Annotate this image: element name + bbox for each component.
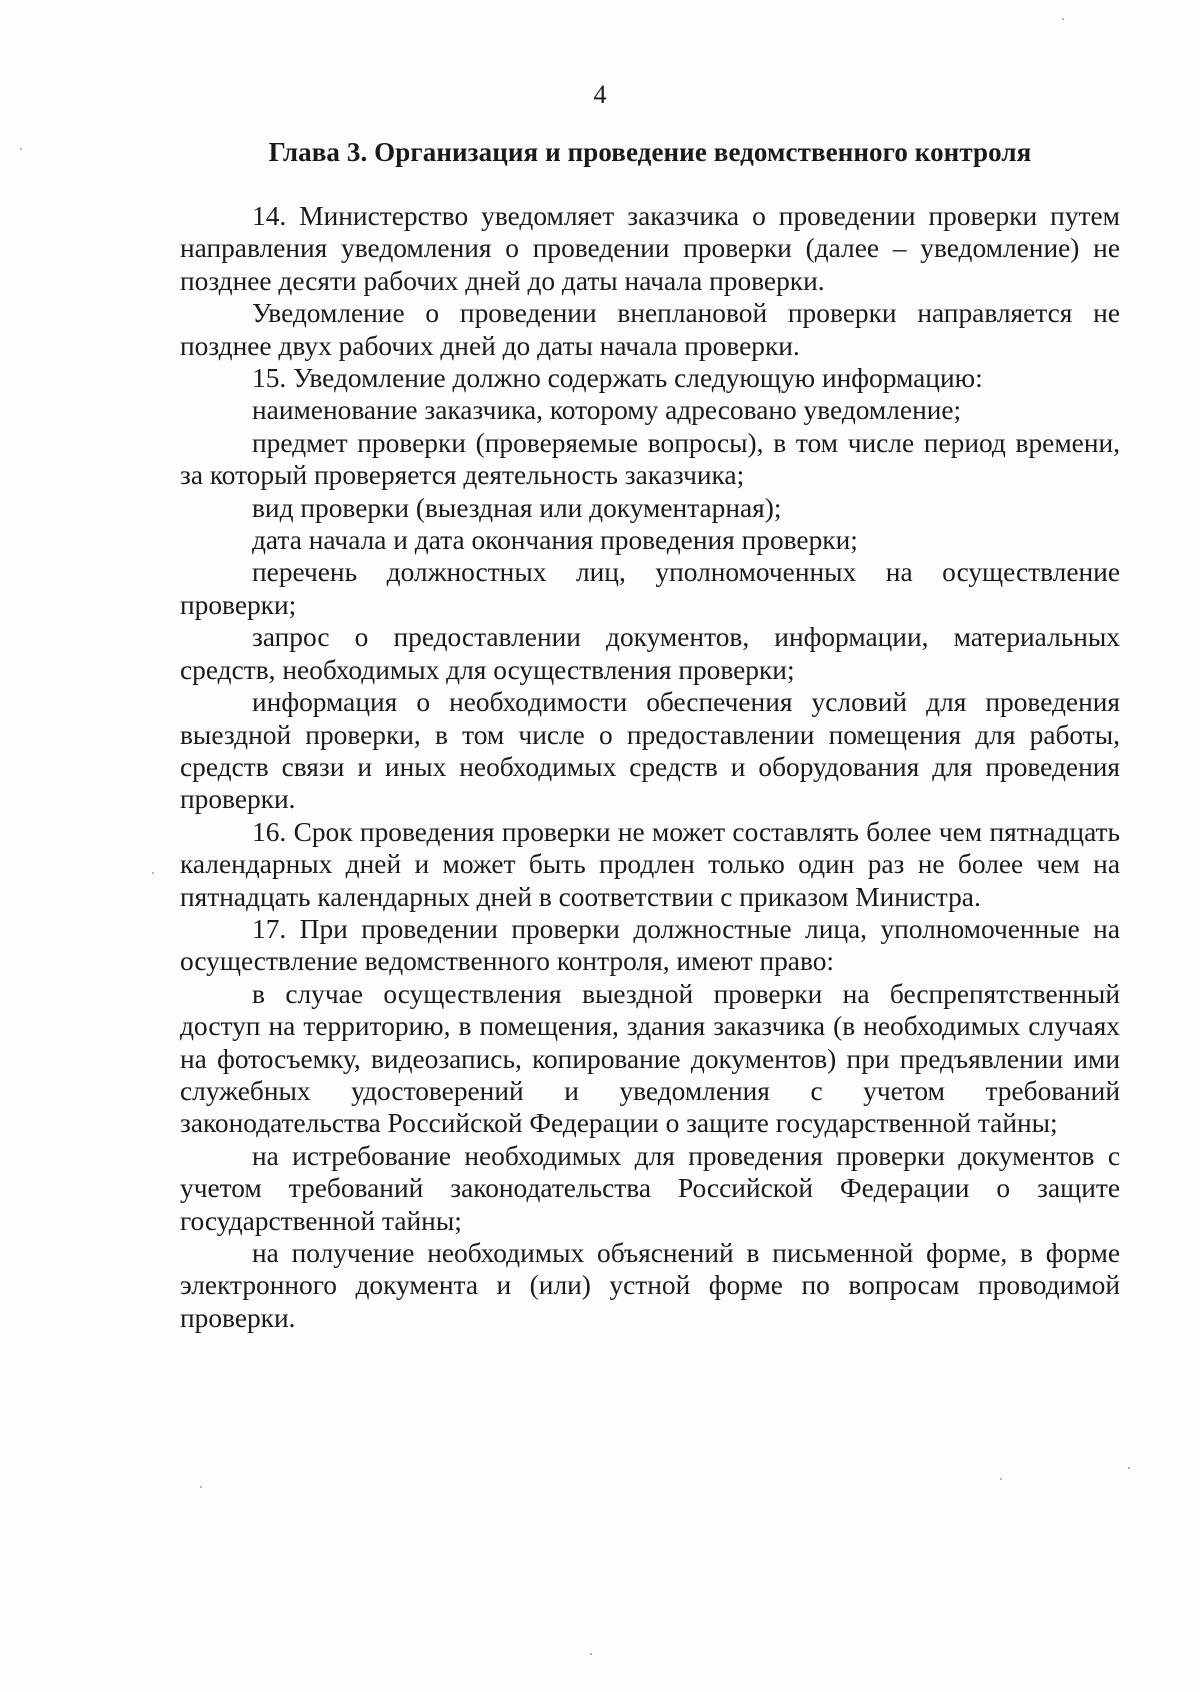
list-item-type: вид проверки (выездная или документарная); [252,492,782,523]
scan-speck [1062,18,1064,20]
right-explanations: на получение необходимых объяснений в письменной форме, в форме электронного документа и (или) устной форме по вопросам проводимой проверки. [180,1238,1120,1333]
paragraph-14: 14. Министерство уведомляет заказчика о проведении проверки путем направления уведомления о проведении проверки (далее – уведомление) не позднее десяти рабочих дней до даты начала проверки. [180,201,1120,296]
body-text [180,200,1120,1334]
scan-speck [200,1486,202,1488]
chapter-title: Глава 3. Организация и проведение ведомственного контроля [268,137,1032,167]
paragraph-15: 15. Уведомление должно содержать следующую информацию: [252,363,983,394]
scan-speck [1128,1467,1130,1469]
list-item-request: запрос о предоставлении документов, информации, материальных средств, необходимых для осуществления проверки; [180,622,1120,685]
list-item-conditions: информация о необходимости обеспечения условий для проведения выездной проверки, в том числе о предоставлении помещения для работы, средств связи и иных необходимых средств и оборудования для проведения проверки. [180,687,1120,815]
paragraph-16: 16. Срок проведения проверки не может составлять более чем пятнадцать календарных дней и может быть продлен только один раз не более чем на пятнадцать календарных дней в соответствии с приказом Министра. [180,816,1120,912]
scan-speck [20,148,22,150]
list-item-officials: перечень должностных лиц, уполномоченных на осуществление проверки; [180,557,1120,620]
right-access: в случае осуществления выездной проверки на беспрепятственный доступ на территорию, в помещения, здания заказчика (в необходимых случаях на фотосъемку, видеозапись, копирование документов) при предъявлении ими служебных удостоверений и уведомления с учетом требований законодательства Российской Федерации о защите государственной тайны; [180,978,1120,1139]
list-item-subject: предмет проверки (проверяемые вопросы), в том числе период времени, за который проверяется деятельность заказчика; [180,427,1120,491]
scan-speck [590,1653,592,1655]
paragraph-unscheduled-notice: Уведомление о проведении внеплановой проверки направляется не позднее двух рабочих дней до даты начала проверки. [180,298,1120,361]
page-number: 4 [593,80,607,109]
list-item-dates: дата начала и дата окончания проведения проверки; [252,525,858,556]
scan-speck [1000,1478,1002,1480]
list-item-customer-name: наименование заказчика, которому адресовано уведомление; [252,395,962,426]
right-documents: на истребование необходимых для проведения проверки документов с учетом требований законодательства Российской Федерации о защите государственной тайны; [180,1140,1120,1236]
paragraph-17: 17. При проведении проверки должностные лица, уполномоченные на осуществление ведомственного контроля, имеют право: [180,913,1120,977]
scan-speck [152,872,154,874]
